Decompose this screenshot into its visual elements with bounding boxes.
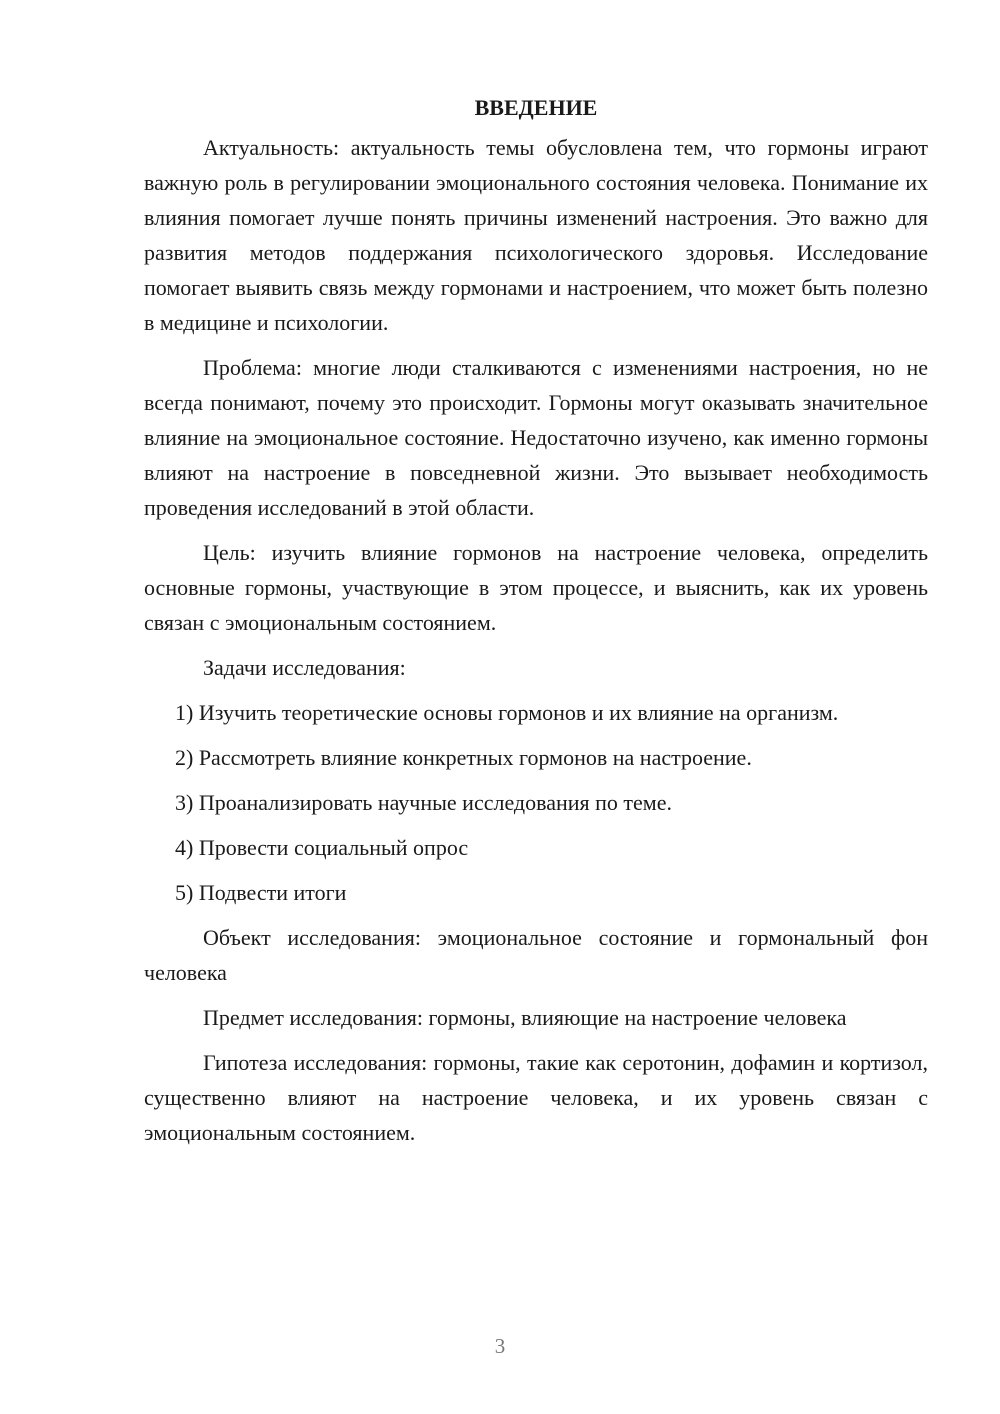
subject-paragraph: Предмет исследования: гормоны, влияющие на настроение человека — [203, 1005, 847, 1030]
problem-paragraph: Проблема: многие люди сталкиваются с изменениями настроения, но не всегда понимают, почему это происходит. Гормоны могут оказывать значительное влияние на эмоциональное состояние. Недостаточно изучено, как именно гормоны влияют на настроение в повседневной жизни. Это вызывает необходимость проведения исследований в этой области. — [144, 355, 928, 520]
hypothesis-paragraph: Гипотеза исследования: гормоны, такие как серотонин, дофамин и кортизол, существенно влияют на настроение человека, и их уровень связан с эмоциональным состоянием. — [144, 1050, 928, 1145]
task-item-4: 4) Провести социальный опрос — [175, 835, 469, 860]
section-title: ВВЕДЕНИЕ — [474, 95, 598, 120]
object-paragraph: Объект исследования: эмоциональное состояние и гормональный фон человека — [144, 925, 928, 985]
page-number: 3 — [494, 1334, 506, 1358]
task-item-2: 2) Рассмотреть влияние конкретных гормонов на настроение. — [175, 745, 752, 770]
tasks-heading: Задачи исследования: — [203, 655, 406, 680]
task-item-3: 3) Проанализировать научные исследования по теме. — [175, 790, 672, 815]
task-item-5: 5) Подвести итоги — [175, 880, 347, 905]
goal-paragraph: Цель: изучить влияние гормонов на настроение человека, определить основные гормоны, участвующие в этом процессе, и выяснить, как их уровень связан с эмоциональным состоянием. — [144, 540, 928, 635]
task-item-1: 1) Изучить теоретические основы гормонов и их влияние на организм. — [175, 700, 839, 725]
relevance-paragraph: Актуальность: актуальность темы обусловлена тем, что гормоны играют важную роль в регулировании эмоционального состояния человека. Понимание их влияния помогает лучше понять причины изменений настроения. Это важно для развития методов поддержания психологического здоровья. Исследование помогает выявить связь между гормонами и настроением, что может быть полезно в медицине и психологии. — [144, 135, 928, 335]
document-page — [144, 90, 928, 1160]
tasks-list — [144, 695, 928, 910]
